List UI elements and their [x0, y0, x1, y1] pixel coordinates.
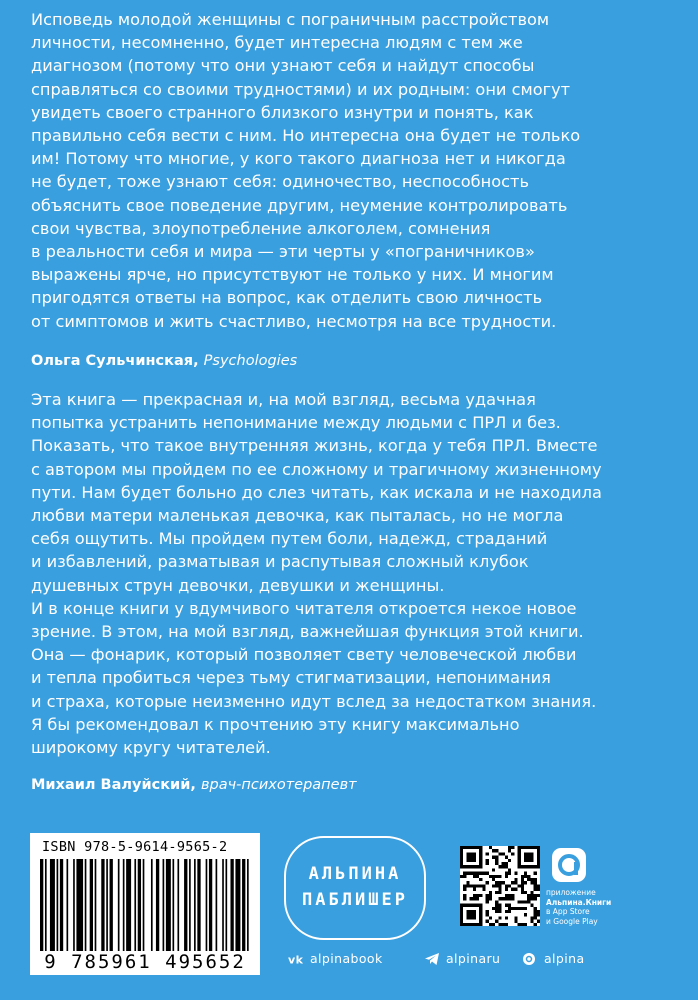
app-promo-line: Альпина.Книги — [546, 897, 612, 907]
review-line: объяснить свое поведение другим, неумение контролировать — [31, 195, 568, 215]
isbn-barcode — [30, 833, 260, 975]
app-promo-line: в App Store — [546, 907, 590, 916]
review-line: Она — фонарик, который позволяет свету человеческой любви — [31, 645, 577, 665]
review-line: справляться со своими трудностями) и их родным: они смогут — [31, 79, 571, 99]
qr-code[interactable] — [460, 846, 540, 926]
review-line: Я бы рекомендовал к прочтению эту книгу максимально — [31, 714, 520, 734]
review-line: Исповедь молодой женщины с пограничным расстройством — [31, 10, 550, 29]
isbn-number: ISBN 978-5-9614-9565-2 — [42, 839, 228, 855]
review-line: широкому кругу читателей. — [31, 738, 271, 758]
review-mikhail-text — [31, 388, 661, 759]
alpina-circle-icon — [522, 952, 538, 966]
review-line: не будет, тоже узнают себя: одиночество, неспособность — [31, 172, 529, 192]
review-olga-attribution — [31, 353, 297, 369]
review-line: с автором мы пройдем по ее сложному и трагичному жизненному — [31, 459, 602, 479]
review-line: душевных струн девочки, девушки и женщины. — [31, 575, 445, 595]
app-promo-text — [546, 888, 656, 926]
app-promo-line: и Google Play — [546, 916, 598, 926]
review-line: пути. Нам будет больно до слез читать, как искала и не находила — [31, 482, 602, 502]
reviewer-name: Ольга Сульчинская, — [31, 353, 199, 369]
review-olga-text — [31, 8, 661, 333]
social-telegram-link[interactable] — [424, 951, 500, 966]
review-line: правильно себя вести с ним. Но интересна она будет не только — [31, 126, 581, 146]
review-line: зрение. В этом, на мой взгляд, важнейшая функция этой книги. — [31, 622, 584, 642]
review-line: диагнозом (потому что они узнают себя и найдут способы — [31, 56, 535, 76]
review-line: любви матери маленькая девочка, как пыталась, но не могла — [31, 506, 564, 526]
reviewer-source: Psychologies — [203, 353, 298, 369]
publisher-name-line2: ПАБЛИШЕР — [302, 890, 408, 910]
review-line: и тепла пробиться через тьму стигматизации, непонимания — [31, 668, 551, 688]
review-line: увидеть своего странного близкого изнутри и понять, как — [31, 102, 534, 122]
publisher-name-line1: АЛЬПИНА — [308, 864, 402, 884]
vk-icon — [288, 952, 304, 966]
review-line: Показать, что такое внутренняя жизнь, когда у тебя ПРЛ. Вместе — [31, 436, 598, 456]
social-telegram-label: alpinaru — [446, 951, 501, 966]
social-site-label: alpina — [544, 951, 585, 966]
app-logo-icon[interactable] — [552, 848, 586, 882]
app-promo-line: приложение — [546, 888, 596, 897]
reviewer-role: врач-психотерапевт — [200, 777, 357, 793]
review-line: в реальности себя и мира — эти черты у «пограничников» — [31, 242, 535, 262]
review-line: попытка устранить непонимание между людьми с ПРЛ и без. — [31, 413, 561, 433]
social-site-link[interactable] — [522, 951, 585, 966]
review-line: от симптомов и жить счастливо, несмотря на все трудности. — [31, 311, 557, 331]
review-line: пригодятся ответы на вопрос, как отделить свою личность — [31, 288, 543, 308]
review-line: Эта книга — прекрасная и, на мой взгляд, весьма удачная — [31, 390, 536, 409]
publisher-logo — [284, 836, 426, 940]
review-line: личности, несомненно, будет интересна людям с тем же — [31, 33, 523, 53]
review-line: свои чувства, злоупотребление алкоголем, сомнения — [31, 218, 491, 238]
review-line: выражены ярче, но присутствуют не только у них. И многим — [31, 265, 554, 285]
social-vk-label: alpinabook — [310, 951, 383, 966]
review-line: И в конце книги у вдумчивого читателя откроется некое новое — [31, 598, 577, 618]
barcode-digits: 9 785961 495652 — [44, 951, 246, 973]
reviewer-name: Михаил Валуйский, — [31, 777, 196, 793]
svg-text:vk: vk — [288, 953, 304, 966]
barcode-bars — [40, 859, 252, 951]
review-line: им! Потому что многие, у кого такого диагноза нет и никогда — [31, 149, 566, 169]
telegram-icon — [424, 952, 440, 966]
review-line: и избавлений, разматывая и распутывая сложный клубок — [31, 552, 529, 572]
social-vk-link[interactable] — [288, 951, 383, 966]
review-mikhail-attribution — [31, 777, 357, 793]
review-line: себя ощутить. Мы пройдем путем боли, надежд, страданий — [31, 529, 548, 549]
review-line: и страха, которые неизменно идут вслед за недостатком знания. — [31, 691, 597, 711]
